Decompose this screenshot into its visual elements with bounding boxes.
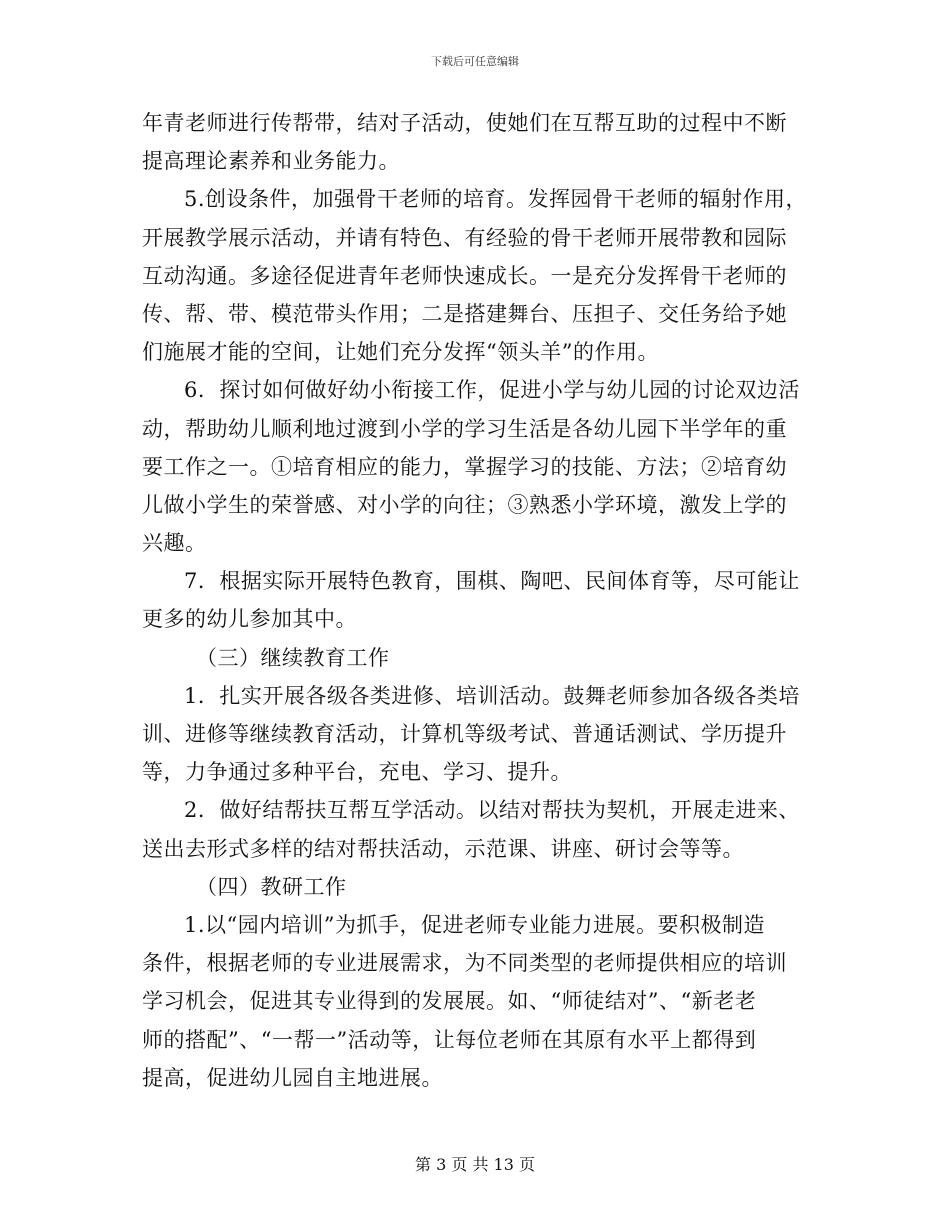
paragraph-start-line: 7．根据实际开展特色教育，围棋、陶吧、民间体育等，尽可能让 bbox=[184, 569, 800, 594]
text-line: 等，力争通过多种平台，充电、学习、提升。 bbox=[142, 760, 572, 785]
text-line: 提高，促进幼儿园自主地进展。 bbox=[142, 1065, 443, 1090]
page-header: 下载后可任意编辑 bbox=[431, 55, 519, 68]
text-line: 儿做小学生的荣誉感、对小学的向往；③熟悉小学环境，激发上学的 bbox=[142, 492, 787, 517]
text-line: 训、进修等继续教育活动，计算机等级考试、普通话测试、学历提升 bbox=[142, 722, 787, 746]
text-line: 们施展才能的空间，让她们充分发挥“领头羊”的作用。 bbox=[142, 340, 659, 365]
text-line: 师的搭配”、“一帮一”活动等，让每位老师在其原有水平上都得到 bbox=[142, 1027, 757, 1052]
text-line: 送出去形式多样的结对帮扶活动，示范课、讲座、研讨会等等。 bbox=[142, 836, 744, 861]
text-line: 更多的幼儿参加其中。 bbox=[142, 607, 357, 632]
text-line: 学习机会，促进其专业得到的发展展。如、“师徒结对”、“新老老 bbox=[142, 989, 757, 1014]
section-heading: （三）继续教育工作 bbox=[196, 645, 390, 670]
text-line: 互动沟通。多途径促进青年老师快速成长。一是充分发挥骨干老师的 bbox=[142, 263, 787, 288]
text-line: 动，帮助幼儿顺利地过渡到小学的学习生活是各幼儿园下半学年的重 bbox=[142, 416, 787, 441]
paragraph-start-line: 5.创设条件，加强骨干老师的培育。发挥园骨干老师的辐射作用， bbox=[184, 187, 808, 212]
document-body bbox=[142, 104, 806, 1097]
text-line: 条件，根据老师的专业进展需求，为不同类型的老师提供相应的培训 bbox=[142, 951, 787, 976]
paragraph-start-line: 1．扎实开展各级各类进修、培训活动。鼓舞老师参加各级各类培 bbox=[184, 683, 800, 708]
paragraph-start-line: 1.以“园内培训”为抓手，促进老师专业能力进展。要积极制造 bbox=[184, 912, 766, 937]
text-line: 年青老师进行传帮带，结对子活动，使她们在互帮互助的过程中不断 bbox=[142, 111, 787, 135]
page-footer: 第 3 页 共 13 页 bbox=[415, 1155, 535, 1174]
paragraph-start-line: 2．做好结帮扶互帮互学活动。以结对帮扶为契机，开展走进来、 bbox=[184, 798, 800, 823]
text-line: 传、帮、带、模范带头作用；二是搭建舞台、压担子、交任务给予她 bbox=[142, 301, 787, 326]
text-line: 要工作之一。①培育相应的能力，掌握学习的技能、方法；②培育幼 bbox=[142, 454, 787, 479]
text-line: 兴趣。 bbox=[142, 531, 207, 556]
section-heading: （四）教研工作 bbox=[196, 874, 347, 899]
text-line: 开展教学展示活动，并请有特色、有经验的骨干老师开展带教和园际 bbox=[142, 225, 787, 250]
text-line: 提高理论素养和业务能力。 bbox=[142, 149, 400, 174]
paragraph-start-line: 6．探讨如何做好幼小衔接工作，促进小学与幼儿园的讨论双边活 bbox=[184, 378, 800, 403]
